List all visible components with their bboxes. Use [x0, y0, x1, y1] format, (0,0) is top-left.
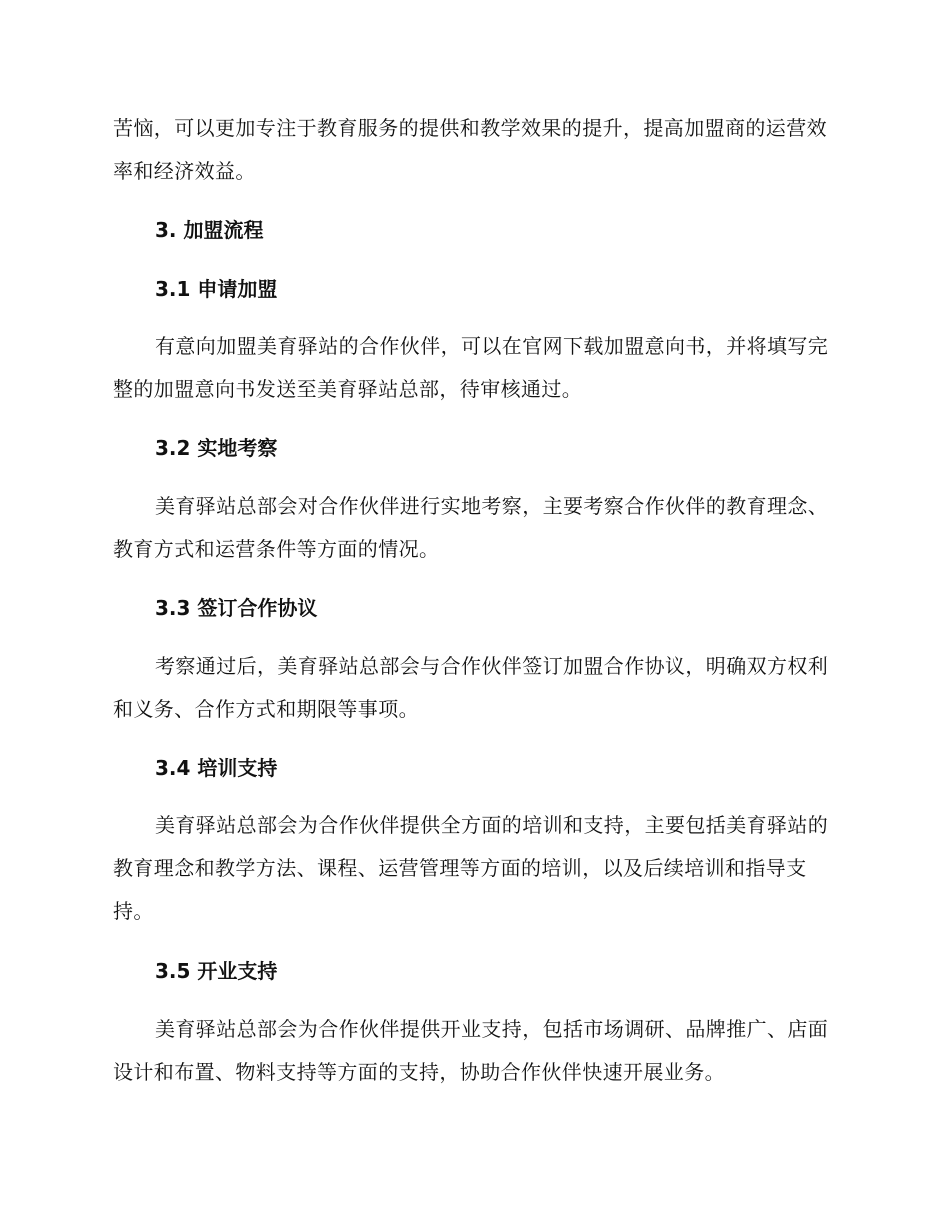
- step-3-body: 考察通过后，美育驿站总部会与合作伙伴签订加盟合作协议，明确双方权利和义务、合作方式和期限等事项。: [113, 654, 829, 721]
- step-4-title: 3.4 培训支持: [155, 756, 278, 780]
- step-2-title: 3.2 实地考察: [155, 436, 278, 460]
- step-3-title: 3.3 签订合作协议: [155, 596, 318, 620]
- intro-continuation-paragraph: 苦恼，可以更加专注于教育服务的提供和教学效果的提升，提高加盟商的运营效率和经济效益。: [113, 116, 827, 183]
- step-5-body: 美育驿站总部会为合作伙伴提供开业支持，包括市场调研、品牌推广、店面设计和布置、物料支持等方面的支持，协助合作伙伴快速开展业务。: [113, 1017, 829, 1084]
- step-2-body: 美育驿站总部会对合作伙伴进行实地考察，主要考察合作伙伴的教育理念、教育方式和运营条件等方面的情况。: [113, 494, 829, 561]
- step-4-body: 美育驿站总部会为合作伙伴提供全方面的培训和支持，主要包括美育驿站的教育理念和教学方法、课程、运营管理等方面的培训，以及后续培训和指导支持。: [113, 813, 829, 923]
- step-1-body: 有意向加盟美育驿站的合作伙伴，可以在官网下载加盟意向书，并将填写完整的加盟意向书发送至美育驿站总部，待审核通过。: [113, 334, 829, 401]
- step-1-title: 3.1 申请加盟: [155, 277, 278, 301]
- step-5-title: 3.5 开业支持: [155, 959, 278, 983]
- section-title: 3. 加盟流程: [155, 218, 264, 242]
